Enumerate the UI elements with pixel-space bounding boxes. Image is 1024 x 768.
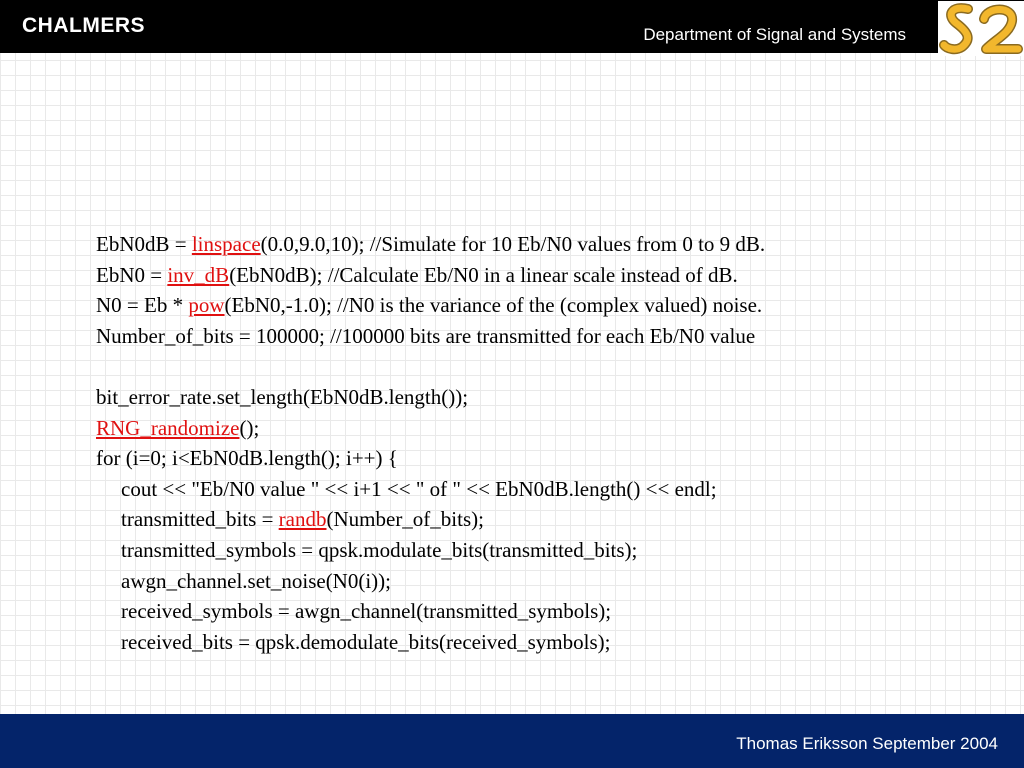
- code-line: for (i=0; i<EbN0dB.length(); i++) {: [96, 446, 398, 471]
- header-bar: [0, 0, 1024, 53]
- code-text: (0.0,9.0,10); //Simulate for 10 Eb/N0 values from 0 to 9 dB.: [260, 232, 766, 256]
- code-line: [96, 260, 996, 291]
- function-link-rng-randomize[interactable]: RNG_randomize: [96, 415, 240, 440]
- function-link-linspace[interactable]: linspace: [191, 232, 261, 256]
- code-text: EbN0 =: [96, 262, 168, 287]
- department-title: Department of Signal and Systems: [643, 25, 906, 44]
- code-text: (Number_of_bits);: [326, 507, 484, 532]
- s2-logo-graphic: [938, 1, 1024, 56]
- code-line: awgn_channel.set_noise(N0(i));: [121, 568, 391, 593]
- code-line: [96, 413, 996, 444]
- code-line: received_bits = qpsk.demodulate_bits(received_symbols);: [121, 629, 611, 654]
- code-line: bit_error_rate.set_length(EbN0dB.length());: [96, 384, 469, 409]
- footer-bar: [0, 714, 1024, 768]
- code-line: transmitted_symbols = qpsk.modulate_bits(transmitted_bits);: [121, 537, 638, 562]
- code-line: cout << "Eb/N0 value " << i+1 << " of " << EbN0dB.length() << endl;: [121, 476, 717, 501]
- author-date: Thomas Eriksson September 2004: [736, 734, 998, 753]
- code-line: [96, 229, 996, 260]
- function-link-pow[interactable]: pow: [188, 293, 225, 318]
- code-text: transmitted_bits =: [121, 507, 279, 532]
- function-link-randb[interactable]: randb: [278, 507, 327, 532]
- code-text: (EbN0dB); //Calculate Eb/N0 in a linear scale instead of dB.: [229, 262, 738, 287]
- s2-logo-icon: [938, 1, 1024, 56]
- function-link-inv-db[interactable]: inv_dB: [167, 262, 230, 287]
- code-text: (EbN0,-1.0); //N0 is the variance of the (complex valued) noise.: [224, 293, 763, 318]
- code-line: Number_of_bits = 100000; //100000 bits are transmitted for each Eb/N0 value: [96, 323, 756, 348]
- brand-logo-text: CHALMERS: [22, 14, 145, 37]
- code-text: EbN0dB =: [96, 232, 192, 256]
- code-text: ();: [239, 415, 260, 440]
- code-line: [96, 290, 996, 321]
- code-line: received_symbols = awgn_channel(transmitted_symbols);: [121, 599, 612, 624]
- blank-line: [96, 351, 996, 382]
- code-line: [96, 504, 996, 535]
- code-text: N0 = Eb *: [96, 293, 189, 318]
- code-listing: [96, 229, 996, 657]
